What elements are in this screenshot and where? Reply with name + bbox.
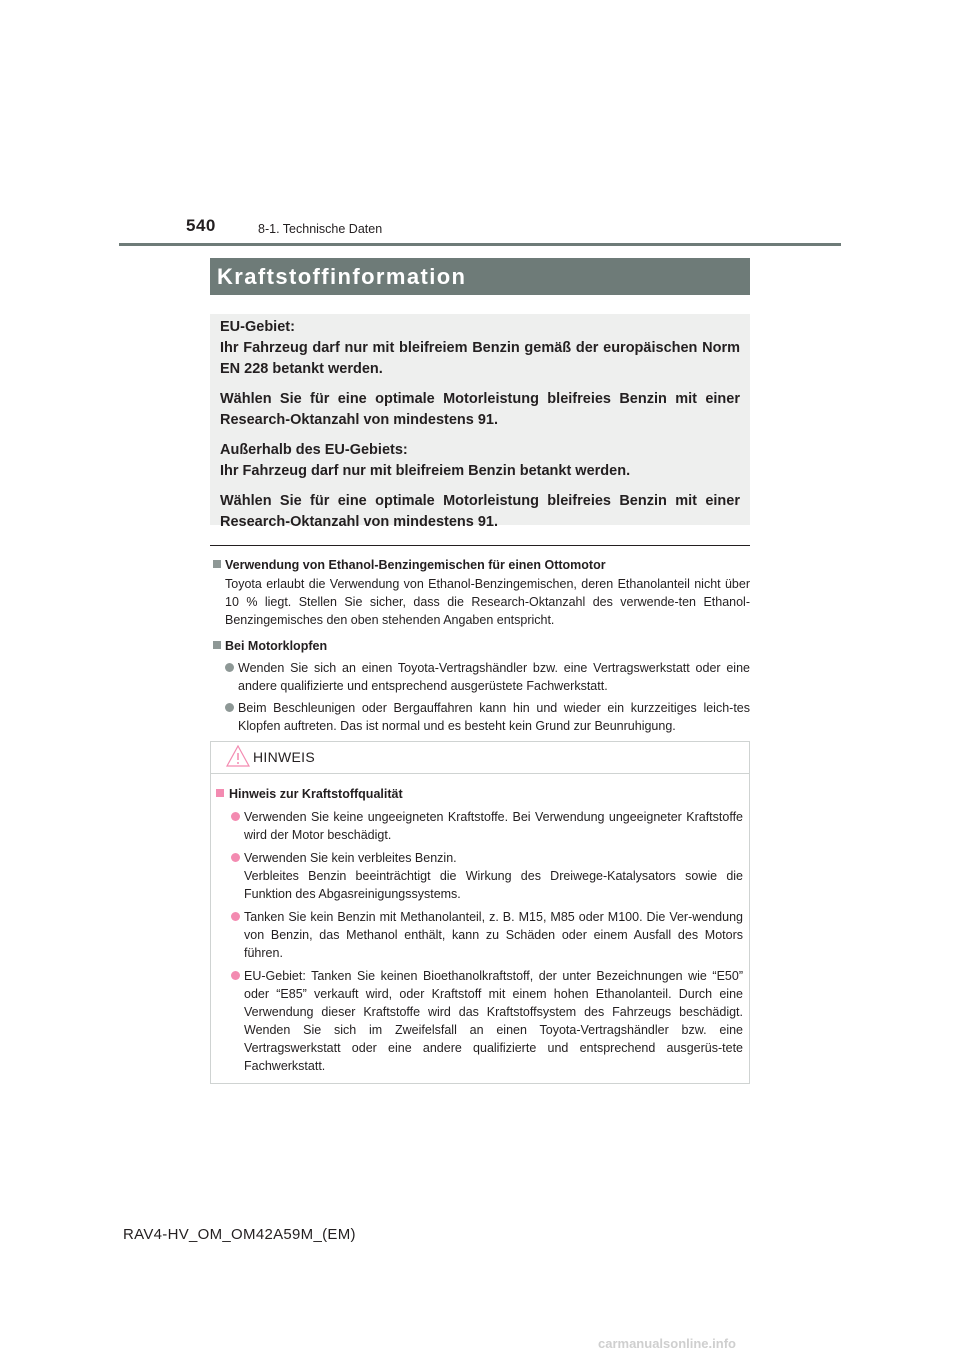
square-bullet-icon	[213, 560, 221, 568]
notice-heading-text: Hinweis zur Kraftstoffqualität	[229, 787, 403, 801]
list-item	[214, 849, 743, 903]
list-item-text: Tanken Sie kein Benzin mit Methanolanteil, z. B. M15, M85 oder M100. Die Ver-wendung von Benzin, das Methanol enthält, kann zu Schäden oder einem Ausfall des Motors führen.	[244, 910, 743, 960]
notice-header	[211, 742, 749, 774]
info-box	[210, 314, 750, 530]
square-bullet-icon	[216, 789, 224, 797]
warning-triangle-icon	[226, 745, 250, 767]
content	[213, 556, 750, 735]
list-item-text: Verwenden Sie kein verbleites Benzin.	[244, 851, 457, 865]
list-item-text: Wenden Sie sich an einen Toyota-Vertragshändler bzw. eine Vertragswerkstatt oder eine andere qualifizierte und entsprechend ausgerüstete Fachwerkstatt.	[238, 661, 750, 693]
page-number: 540	[186, 216, 216, 235]
round-bullet-icon	[231, 971, 240, 980]
notice-heading	[214, 785, 743, 803]
round-bullet-icon	[231, 853, 240, 862]
list-item-text: Verwenden Sie keine ungeeigneten Kraftstoffe. Bei Verwendung ungeeigneter Kraftstoffe wird der Motor beschädigt.	[244, 810, 743, 842]
ethanol-paragraph: Toyota erlaubt die Verwendung von Ethanol-Benzingemischen, deren Ethanolanteil nicht über 10 % liegt. Stellen Sie sicher, dass die Research-Oktanzahl des verwende-ten Ethanol-Benzingemisches den oben stehenden Angaben entspricht.	[225, 577, 750, 627]
notice-body	[211, 774, 749, 1075]
notice-box	[210, 741, 750, 1084]
section-rule	[210, 545, 750, 546]
list-item-text: Beim Beschleunigen oder Bergauffahren kann hin und wieder ein kurzzeitiges leich-tes Klopfen auftreten. Das ist normal und es besteht kein Grund zur Beunruhigung.	[238, 701, 750, 733]
list-item	[213, 699, 750, 735]
list-item-text-extra: Verbleites Benzin beeinträchtigt die Wirkung des Dreiwege-Katalysators sowie die Funktion des Abgasreinigungssystems.	[244, 869, 743, 901]
info-non-eu-label: Außerhalb des EU-Gebiets:	[220, 442, 408, 458]
list-item	[214, 908, 743, 962]
round-bullet-icon	[231, 912, 240, 921]
square-bullet-icon	[213, 641, 221, 649]
round-bullet-icon	[225, 663, 234, 672]
title-bar	[210, 258, 750, 295]
info-non-eu-text: Ihr Fahrzeug darf nur mit bleifreiem Benzin betankt werden.	[220, 463, 631, 479]
footer-code: RAV4-HV_OM_OM42A59M_(EM)	[123, 1226, 356, 1243]
info-octane-text-1: Wählen Sie für eine optimale Motorleistung bleifreies Benzin mit einer Research-Oktanzahl von mindestens 91.	[220, 391, 740, 428]
list-item	[214, 967, 743, 1075]
watermark: carmanualsonline.info	[598, 1336, 736, 1351]
section-heading-knocking	[213, 637, 750, 655]
header-rule	[119, 243, 841, 246]
list-item-text: EU-Gebiet: Tanken Sie keinen Bioethanolkraftstoff, der unter Bezeichnungen wie “E50” oder “E85” verkauft wird, oder Kraftstoff mit einem hohen Ethanolanteil. Durch eine Verwendung dieser Kraftstoffe wird das Kraftstoffsystem des Fahrzeugs beschädigt. Wenden Sie sich im Zweifelsfall an einen Toyota-Vertragshändler bzw. eine Vertragswerkstatt oder eine andere qualifizierte und entsprechend ausgerüs-tete Fachwerkstatt.	[244, 969, 743, 1073]
info-eu-label: EU-Gebiet:	[220, 319, 295, 335]
info-eu-text: Ihr Fahrzeug darf nur mit bleifreiem Benzin gemäß der europäischen Norm EN 228 betankt werden.	[220, 340, 740, 377]
section-label: 8-1. Technische Daten	[258, 222, 383, 236]
section-heading-knocking-text: Bei Motorklopfen	[225, 639, 328, 653]
page-title: Kraftstoffinformation	[217, 263, 467, 289]
notice-title: HINWEIS	[253, 749, 315, 765]
section-heading-ethanol-text: Verwendung von Ethanol-Benzingemischen für einen Ottomotor	[225, 558, 606, 572]
list-item	[214, 808, 743, 844]
section-heading-ethanol	[213, 556, 750, 574]
round-bullet-icon	[231, 812, 240, 821]
info-octane-text-2: Wählen Sie für eine optimale Motorleistung bleifreies Benzin mit einer Research-Oktanzahl von mindestens 91.	[220, 493, 740, 530]
round-bullet-icon	[225, 703, 234, 712]
list-item	[213, 659, 750, 695]
